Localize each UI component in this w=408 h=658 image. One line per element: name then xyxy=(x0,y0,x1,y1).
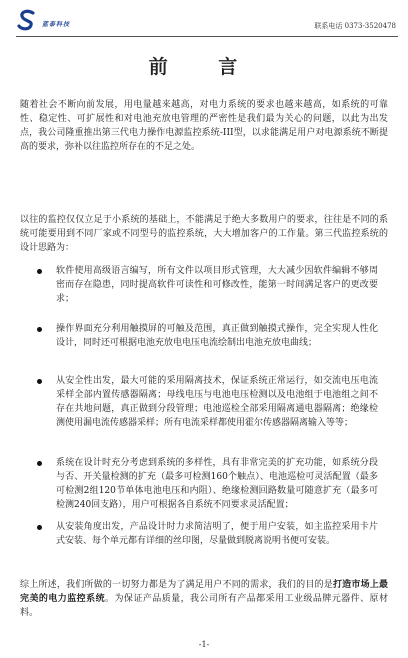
paragraph-design: 以往的监控仅仅立足于小系统的基础上，不能满足于绝大多数用户的要求，往往是不同的系统可能要用到不同厂家或不同型号的监控系统，大大增加客户的工作量。第三代监控系统的设计思路为： xyxy=(20,215,388,253)
company-name: 蓝泰科技 xyxy=(42,21,71,28)
company-logo-icon xyxy=(16,9,38,31)
bullet-dot-4 xyxy=(37,461,42,466)
page-number: -1- xyxy=(198,640,210,649)
bullet-dot-2 xyxy=(37,327,42,332)
page-title: 前 言 xyxy=(148,56,260,78)
page-header xyxy=(16,6,398,37)
bullet-installation: 从安装角度出发，产品设计时力求简洁明了，便于用户安装，如主监控采用卡片式安装、每个单元都有详细的丝印图，尽量做到脱离说明书便可安装。 xyxy=(56,522,378,546)
bullet-safety: 从安全性出发，最大可能的采用隔离技术，保证系统正常运行，如交流电压电流采样全部内置传感器隔离；母线电压与电池电压检测以及电池组于电池组之间不存在共地问题，真正做到分段管理；电池巡检全部采用隔离通电器隔离；绝缘检测使用漏电流传感器采样；所有电流采样都使用霍尔传感器隔离输入等等； xyxy=(56,376,378,428)
bullet-dot-5 xyxy=(37,525,42,530)
summary-highlight: 打造市场上最完美的电力监控系统 xyxy=(20,580,388,604)
bullet-expansion: 系统在设计时充分考虑到系统的多样性，具有非常完美的扩充功能，如系统分段与否、开关量检测的扩充（最多可检测160个触点）、电池巡检可灵活配置（最多可检测2组120节单体电池电压和内阻）、绝缘检测回路数量可随意扩充（最多可检测240回支路），用户可根据各自系统不同要求灵活配置； xyxy=(56,458,378,510)
bullet-dot-1 xyxy=(37,269,42,274)
contact-phone: 联系电话 0373-3520478 xyxy=(314,22,396,30)
bullet-dot-3 xyxy=(37,379,42,384)
bullet-software: 软件使用高级语言编写，所有文件以项目形式管理，大大减少因软件编辑不够周密而存在隐患，同时提高软件可读性和可修改性，能第一时间满足客户的更改要求； xyxy=(56,266,378,304)
paragraph-intro: 随着社会不断向前发展，用电量越来越高，对电力系统的要求也越来越高，如系统的可靠性、稳定性、可扩展性和对电池充放电管理的严密性是我们最为关心的问题，以此为出发点，我公司隆重推出第三代电力操作电源监控系统-III型，以求能满足用户对电源系统不断提高的要求，弥补以往监控所存在的不足之处。 xyxy=(20,100,388,152)
paragraph-summary: 综上所述，我们所做的一切努力都是为了满足用户不同的需求，我们的目的是打造市场上最完美的电力监控系统。为保证产品质量，我公司所有产品都采用工业级品牌元器件、原材料。 xyxy=(20,580,388,618)
bullet-interface: 操作界面充分利用触摸屏的可触及范围，真正做到触摸式操作，完全实现人性化设计，同时还可根据电池充放电电压电流绘制出电池充放电曲线； xyxy=(56,324,378,348)
